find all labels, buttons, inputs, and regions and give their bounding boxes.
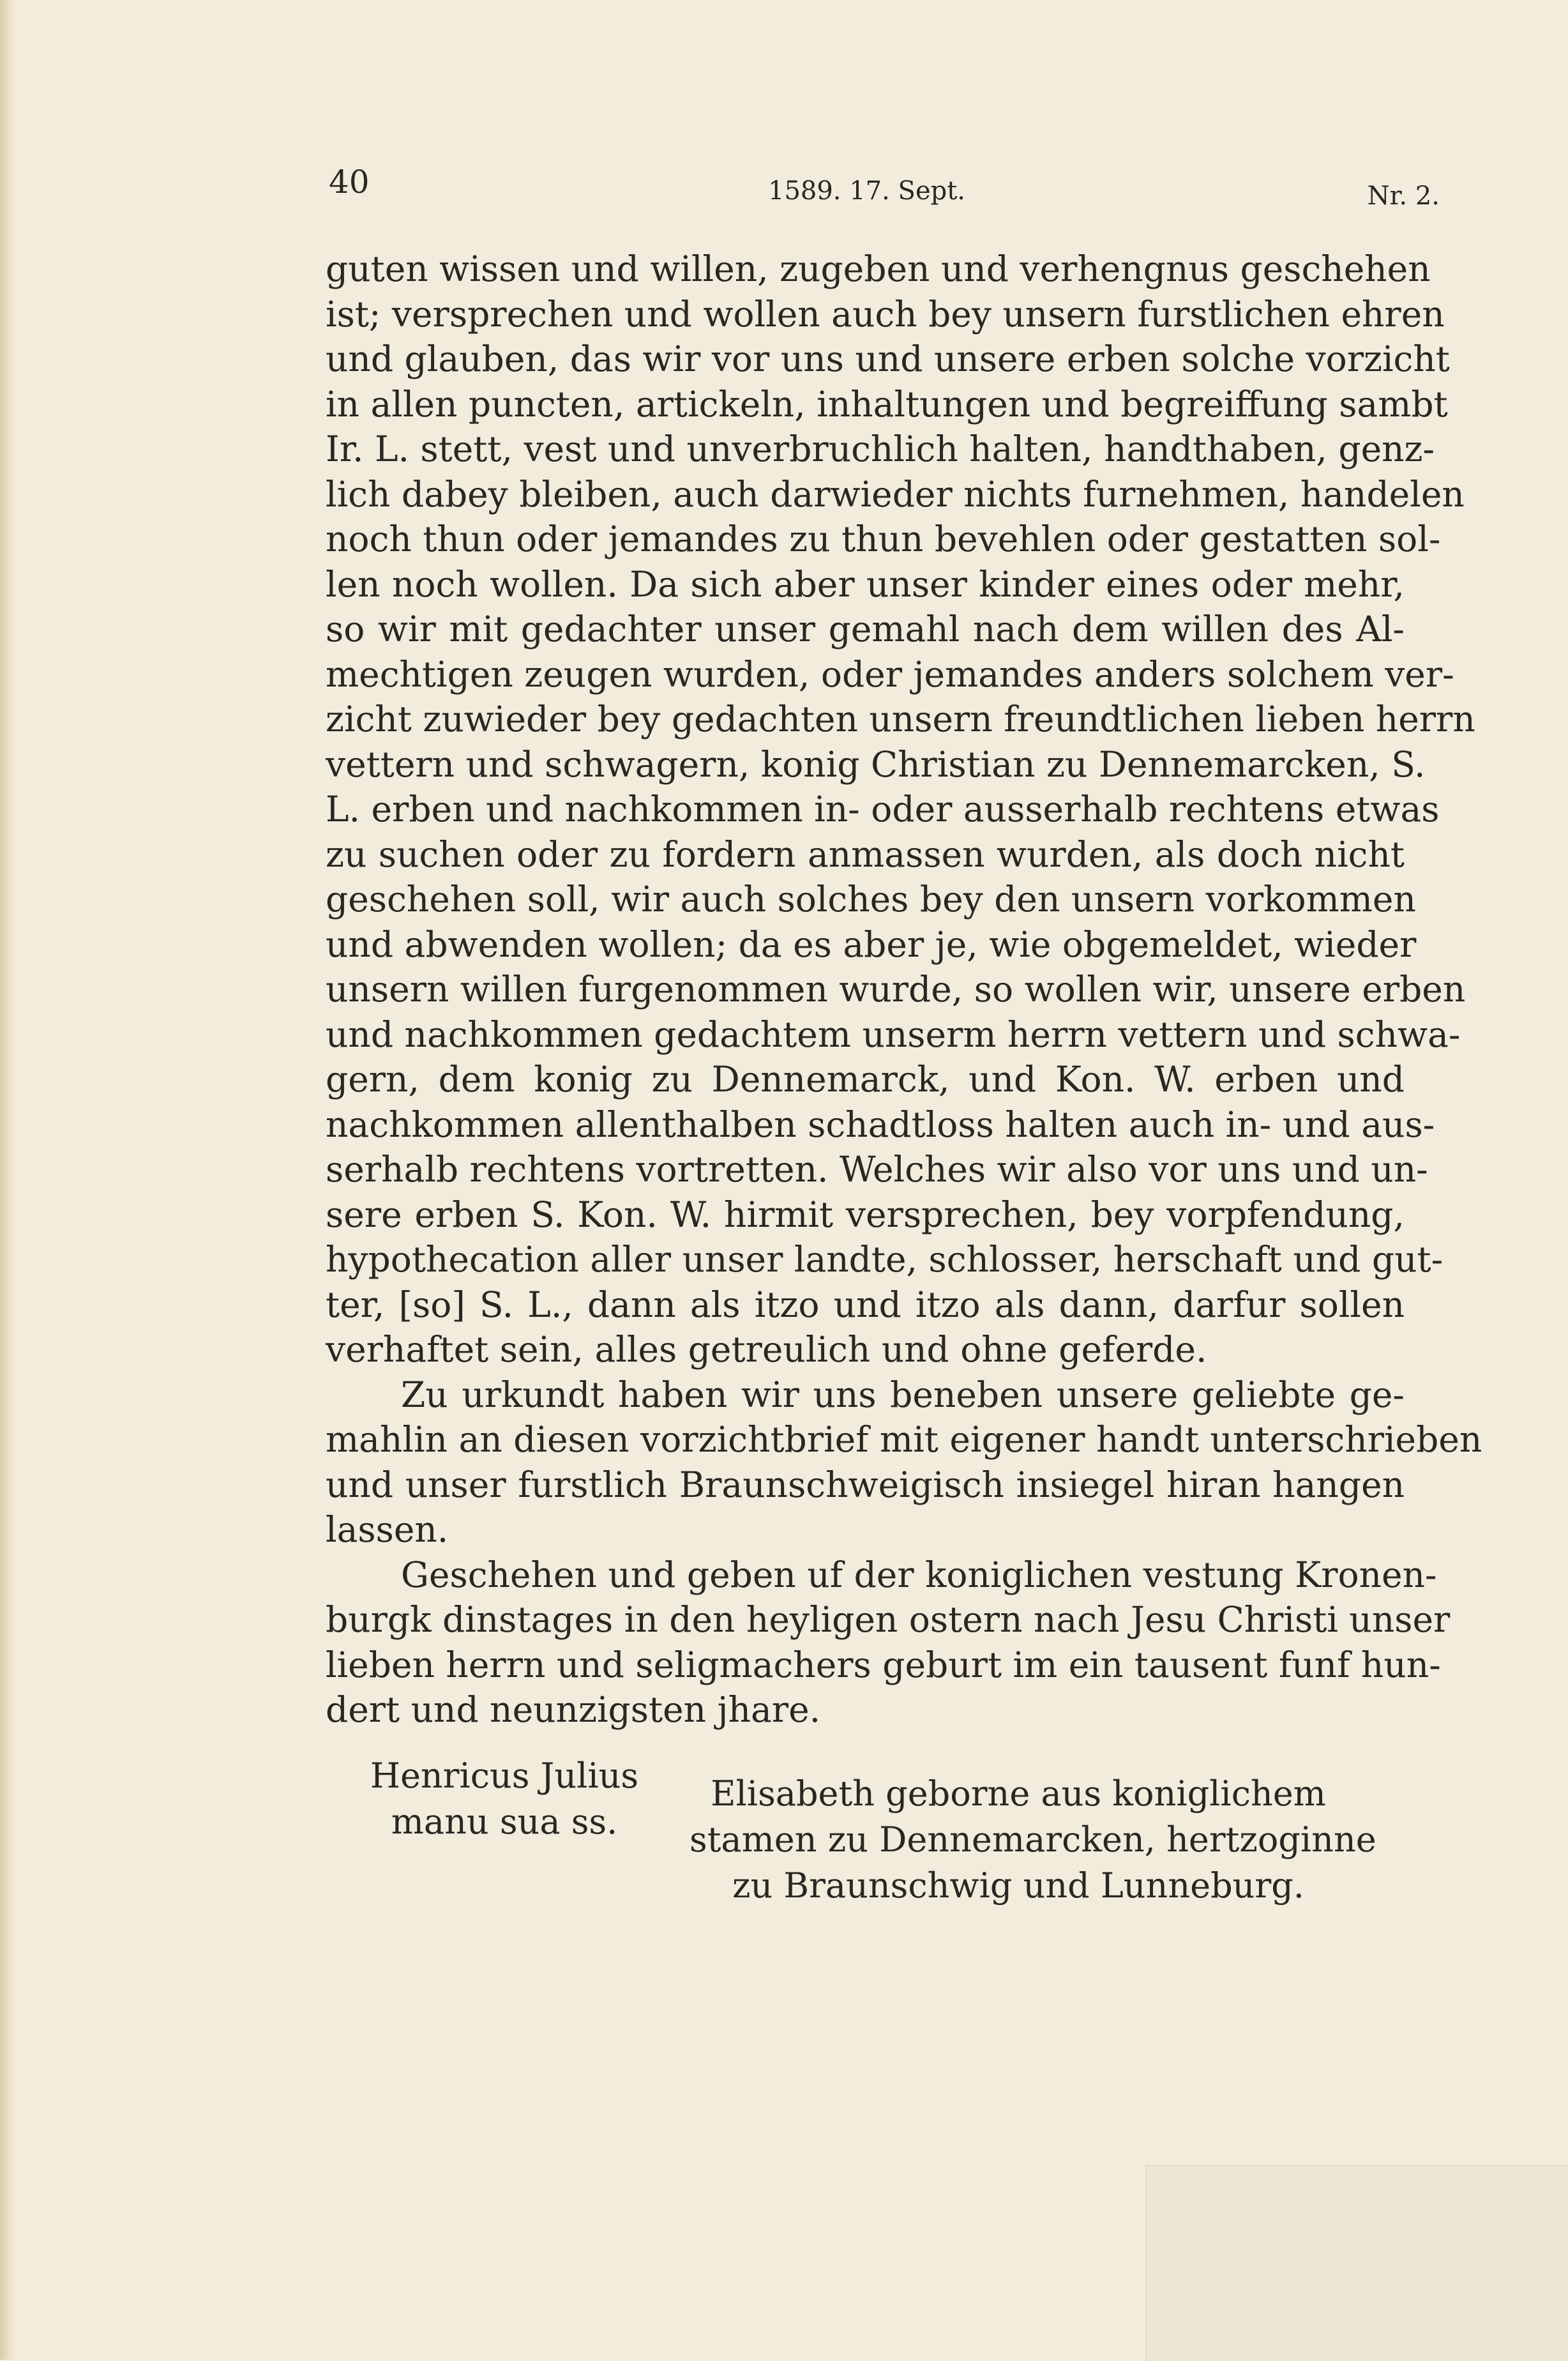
text-line: gern, dem konig zu Dennemarck, und Kon. W. erben und	[326, 1059, 1405, 1100]
page-binding-edge	[0, 0, 17, 2360]
text-line: serhalb rechtens vortretten. Welches wir also vor uns und un-	[326, 1149, 1428, 1190]
text-line: lich dabey bleiben, auch darwieder nichts furnehmen, handelen	[326, 473, 1465, 515]
text-line: lassen.	[326, 1509, 449, 1550]
body-text	[326, 247, 1482, 1733]
text-line: zicht zuwieder bey gedachten unsern freundtlichen lieben herrn	[326, 699, 1475, 740]
text-line: vettern und schwagern, konig Christian zu Dennemarcken, S.	[326, 743, 1426, 785]
text-line: unsern willen furgenommen wurde, so wollen wir, unsere erben	[326, 969, 1466, 1010]
text-line: Ir. L. stett, vest und unverbruchlich halten, handthaben, genz-	[326, 429, 1435, 469]
text-line: Geschehen und geben uf der koniglichen vestung Kronen-	[401, 1554, 1437, 1595]
page-header	[329, 158, 1440, 209]
signature-elisabeth	[690, 1771, 1376, 1909]
text-line: lieben herrn und seligmachers geburt im ein tausent funf hun-	[326, 1644, 1441, 1685]
text-line: noch thun oder jemandes zu thun bevehlen oder gestatten sol-	[326, 519, 1441, 559]
paragraph	[326, 247, 1475, 1372]
text-line: mahlin an diesen vorzichtbrief mit eigener handt unterschrieben	[326, 1419, 1482, 1460]
text-line: ist; versprechen und wollen auch bey unsern furstlichen ehren	[326, 293, 1445, 335]
text-line: hypothecation aller unser landte, schlosser, herschaft und gut-	[326, 1239, 1444, 1280]
page-number: 40	[329, 163, 370, 201]
signature-line: stamen zu Dennemarcken, hertzoginne	[690, 1819, 1376, 1860]
text-line: burgk dinstages in den heyligen ostern nach Jesu Christi unser	[326, 1599, 1451, 1640]
text-line: ter, [so] S. L., dann als itzo und itzo als dann, darfur sollen	[326, 1284, 1405, 1325]
text-line: sere erben S. Kon. W. hirmit versprechen, bey vorpfendung,	[326, 1194, 1405, 1235]
text-line: verhaftet sein, alles getreulich und ohne geferde.	[326, 1329, 1207, 1370]
text-line: len noch wollen. Da sich aber unser kinder eines oder mehr,	[326, 563, 1405, 605]
text-line: und abwenden wollen; da es aber je, wie obgemeldet, wieder	[326, 923, 1417, 965]
text-line: so wir mit gedachter unser gemahl nach dem willen des Al-	[326, 609, 1405, 649]
signature-henricus-julius	[358, 1753, 651, 1845]
page-underlay-edge	[1145, 2165, 1568, 2361]
signature-line: Elisabeth geborne aus koniglichem	[711, 1773, 1326, 1814]
text-line: in allen puncten, artickeln, inhaltungen und begreiffung sambt	[326, 383, 1448, 425]
text-line: nachkommen allenthalben schadtloss halten auch in- und aus-	[326, 1104, 1435, 1145]
running-head-date: 1589. 17. Sept.	[768, 176, 966, 206]
signature-line: manu sua ss.	[391, 1802, 618, 1842]
document-number: Nr. 2.	[1367, 181, 1440, 211]
text-line: und unser furstlich Braunschweigisch insiegel hiran hangen	[326, 1464, 1405, 1505]
text-line: L. erben und nachkommen in- oder ausserhalb rechtens etwas	[326, 789, 1440, 830]
text-line: dert und neunzigsten jhare.	[326, 1689, 821, 1730]
text-line: geschehen soll, wir auch solches bey den unsern vorkommen	[326, 879, 1416, 920]
text-line: mechtigen zeugen wurden, oder jemandes anders solchem ver-	[326, 653, 1454, 695]
text-line: und nachkommen gedachtem unserm herrn vettern und schwa-	[326, 1013, 1461, 1055]
signature-line: zu Braunschwig und Lunneburg.	[732, 1865, 1304, 1906]
text-line: und glauben, das wir vor uns und unsere erben solche vorzicht	[326, 338, 1450, 379]
text-line: zu suchen oder zu fordern anmassen wurden, als doch nicht	[326, 833, 1405, 875]
signature-line: Henricus Julius	[370, 1756, 639, 1796]
paragraph	[326, 1552, 1451, 1733]
text-line: Zu urkundt haben wir uns beneben unsere geliebte ge-	[401, 1374, 1405, 1415]
paragraph	[326, 1372, 1482, 1552]
text-line: guten wissen und willen, zugeben und verhengnus geschehen	[326, 248, 1431, 289]
